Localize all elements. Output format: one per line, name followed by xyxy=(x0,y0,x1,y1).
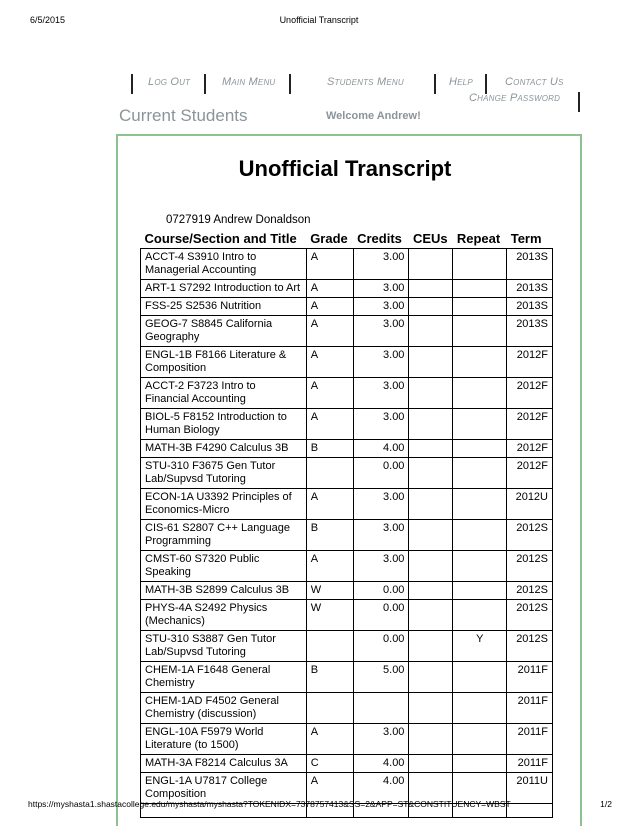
print-date: 6/5/2015 xyxy=(30,15,66,25)
grade-cell: W xyxy=(306,581,353,599)
credits-cell: 3.00 xyxy=(353,377,409,408)
credits-cell: 3.00 xyxy=(353,248,409,279)
course-cell: STU-310 S3887 Gen Tutor Lab/Supvsd Tutoring xyxy=(141,630,307,661)
credits-cell: 4.00 xyxy=(353,754,409,772)
term-cell: 2012U xyxy=(507,488,553,519)
transcript-title: Unofficial Transcript xyxy=(238,156,452,181)
table-row xyxy=(141,723,553,754)
credits-cell: 0.00 xyxy=(353,599,409,630)
credits-cell: 3.00 xyxy=(353,315,409,346)
course-cell: PHYS-4A S2492 Physics (Mechanics) xyxy=(141,599,307,630)
grade-cell: A xyxy=(306,248,353,279)
grade-cell: C xyxy=(306,754,353,772)
transcript-table xyxy=(140,231,553,818)
course-cell: MATH-3B F4290 Calculus 3B xyxy=(141,439,307,457)
welcome-message: Welcome Andrew! xyxy=(326,110,421,122)
credits-cell: 4.00 xyxy=(353,439,409,457)
ceus-cell xyxy=(409,519,453,550)
ceus-cell xyxy=(409,581,453,599)
ceus-cell xyxy=(409,692,453,723)
header-grade: Grade xyxy=(310,231,348,247)
print-header xyxy=(0,15,638,27)
term-cell: 2011F xyxy=(507,754,553,772)
course-cell: CHEM-1A F1648 General Chemistry xyxy=(141,661,307,692)
grade-cell: A xyxy=(306,346,353,377)
credits-cell: 0.00 xyxy=(353,630,409,661)
ceus-cell xyxy=(409,630,453,661)
table-row xyxy=(141,581,553,599)
table-row xyxy=(141,519,553,550)
course-cell: ACCT-2 F3723 Intro to Financial Accounting xyxy=(141,377,307,408)
course-cell: ECON-1A U3392 Principles of Economics-Micro xyxy=(141,488,307,519)
print-title: Unofficial Transcript xyxy=(279,15,359,25)
term-cell: 2012S xyxy=(507,550,553,581)
print-url: https://myshasta1.shastacollege.edu/myshasta/myshasta?TOKENIDX=7378757413&SS=2&APP=ST&CONSTITUENCY=WBST xyxy=(28,799,511,809)
nav-separator xyxy=(485,74,487,94)
grade-cell: A xyxy=(306,279,353,297)
credits-cell: 3.00 xyxy=(353,279,409,297)
course-cell: CMST-60 S7320 Public Speaking xyxy=(141,550,307,581)
nav-log-out-link[interactable]: Log Out xyxy=(148,76,191,88)
course-cell: STU-310 F3675 Gen Tutor Lab/Supvsd Tutoring xyxy=(141,457,307,488)
table-row xyxy=(141,599,553,630)
course-cell: FSS-25 S2536 Nutrition xyxy=(141,297,307,315)
credits-cell: 4.00 xyxy=(353,772,409,803)
credits-cell: 0.00 xyxy=(353,457,409,488)
table-row xyxy=(141,661,553,692)
credits-cell: 3.00 xyxy=(353,346,409,377)
grade-cell: A xyxy=(306,488,353,519)
repeat-cell xyxy=(453,377,507,408)
repeat-cell xyxy=(453,315,507,346)
course-cell: ENGL-1B F8166 Literature & Composition xyxy=(141,346,307,377)
grade-cell: A xyxy=(306,723,353,754)
course-cell: ENGL-10A F5979 World Literature (to 1500) xyxy=(141,723,307,754)
header-term: Term xyxy=(510,231,542,247)
grade-cell xyxy=(306,630,353,661)
term-cell: 2012F xyxy=(507,457,553,488)
ceus-cell xyxy=(409,346,453,377)
nav-students-menu-link[interactable]: Students Menu xyxy=(327,76,404,88)
credits-cell: 3.00 xyxy=(353,723,409,754)
table-row xyxy=(141,315,553,346)
nav-separator xyxy=(434,74,436,94)
table-row xyxy=(141,550,553,581)
table-row xyxy=(141,346,553,377)
course-cell: ACCT-4 S3910 Intro to Managerial Accounting xyxy=(141,248,307,279)
repeat-cell xyxy=(453,488,507,519)
repeat-cell xyxy=(453,346,507,377)
course-cell: ART-1 S7292 Introduction to Art xyxy=(141,279,307,297)
repeat-cell xyxy=(453,408,507,439)
credits-cell: 3.00 xyxy=(353,408,409,439)
credits-cell: 3.00 xyxy=(353,488,409,519)
credits-cell: 0.00 xyxy=(353,581,409,599)
repeat-cell xyxy=(453,519,507,550)
ceus-cell xyxy=(409,723,453,754)
nav-separator xyxy=(131,74,133,94)
repeat-cell xyxy=(453,248,507,279)
term-cell: 2013S xyxy=(507,297,553,315)
credits-cell: 5.00 xyxy=(353,661,409,692)
ceus-cell xyxy=(409,297,453,315)
repeat-cell xyxy=(453,723,507,754)
table-row xyxy=(141,297,553,315)
grade-cell: A xyxy=(306,315,353,346)
course-cell: GEOG-7 S8845 California Geography xyxy=(141,315,307,346)
ceus-cell xyxy=(409,315,453,346)
term-cell: 2011F xyxy=(507,723,553,754)
grade-cell: A xyxy=(306,377,353,408)
grade-cell: A xyxy=(306,772,353,803)
header-repeat: Repeat xyxy=(456,231,501,247)
ceus-cell xyxy=(409,248,453,279)
ceus-cell xyxy=(409,550,453,581)
credits-cell: 3.00 xyxy=(353,519,409,550)
grade-cell: A xyxy=(306,408,353,439)
credits-cell: 3.00 xyxy=(353,550,409,581)
nav-help-link[interactable]: Help xyxy=(449,76,473,88)
nav-separator xyxy=(578,92,580,112)
table-row xyxy=(141,488,553,519)
credits-cell xyxy=(353,692,409,723)
top-navigation xyxy=(0,70,638,110)
term-cell: 2012F xyxy=(507,346,553,377)
term-cell: 2012F xyxy=(507,408,553,439)
table-row xyxy=(141,457,553,488)
grade-cell xyxy=(306,457,353,488)
course-cell: MATH-3A F8214 Calculus 3A xyxy=(141,754,307,772)
term-cell: 2012F xyxy=(507,439,553,457)
nav-separator xyxy=(289,74,291,94)
grade-cell: B xyxy=(306,519,353,550)
grade-cell: A xyxy=(306,297,353,315)
ceus-cell xyxy=(409,599,453,630)
repeat-cell xyxy=(453,297,507,315)
term-cell: 2013S xyxy=(507,248,553,279)
table-row xyxy=(141,439,553,457)
nav-contact-us-link[interactable]: Contact Us xyxy=(505,76,564,88)
table-row xyxy=(141,754,553,772)
term-cell: 2012S xyxy=(507,599,553,630)
term-cell: 2011F xyxy=(507,661,553,692)
repeat-cell: Y xyxy=(453,630,507,661)
ceus-cell xyxy=(409,377,453,408)
header-credits: Credits xyxy=(357,231,402,247)
print-page-number: 1/2 xyxy=(600,799,612,809)
ceus-cell xyxy=(409,754,453,772)
repeat-cell xyxy=(453,439,507,457)
header-ceus: CEUs xyxy=(412,231,448,247)
ceus-cell xyxy=(409,279,453,297)
grade-cell: A xyxy=(306,550,353,581)
print-footer xyxy=(0,799,638,813)
repeat-cell xyxy=(453,279,507,297)
repeat-cell xyxy=(453,457,507,488)
grade-cell: B xyxy=(306,439,353,457)
term-cell: 2011U xyxy=(507,772,553,803)
grade-cell xyxy=(306,692,353,723)
nav-separator xyxy=(204,74,206,94)
course-cell: ENGL-1A U7817 College Composition xyxy=(141,772,307,803)
grade-cell: W xyxy=(306,599,353,630)
table-row xyxy=(141,408,553,439)
table-row xyxy=(141,630,553,661)
term-cell: 2013S xyxy=(507,315,553,346)
course-cell: CHEM-1AD F4502 General Chemistry (discussion) xyxy=(141,692,307,723)
term-cell: 2011F xyxy=(507,692,553,723)
nav-change-password-link[interactable]: Change Password xyxy=(469,92,561,104)
section-title: Current Students xyxy=(119,106,248,125)
grade-cell: B xyxy=(306,661,353,692)
ceus-cell xyxy=(409,661,453,692)
repeat-cell xyxy=(453,692,507,723)
course-cell: BIOL-5 F8152 Introduction to Human Biology xyxy=(141,408,307,439)
course-cell: CIS-61 S2807 C++ Language Programming xyxy=(141,519,307,550)
course-cell: MATH-3B S2899 Calculus 3B xyxy=(141,581,307,599)
repeat-cell xyxy=(453,599,507,630)
ceus-cell xyxy=(409,488,453,519)
term-cell: 2012F xyxy=(507,377,553,408)
repeat-cell xyxy=(453,550,507,581)
ceus-cell xyxy=(409,457,453,488)
nav-main-menu-link[interactable]: Main Menu xyxy=(222,76,276,88)
transcript-header-row xyxy=(141,231,553,248)
table-row xyxy=(141,377,553,408)
table-row xyxy=(141,279,553,297)
credits-cell: 3.00 xyxy=(353,297,409,315)
term-cell: 2012S xyxy=(507,519,553,550)
header-course: Course/Section and Title xyxy=(144,231,297,247)
table-row xyxy=(141,692,553,723)
ceus-cell xyxy=(409,439,453,457)
student-id-name: 0727919 Andrew Donaldson xyxy=(166,214,311,226)
term-cell: 2012S xyxy=(507,581,553,599)
repeat-cell xyxy=(453,661,507,692)
term-cell: 2012S xyxy=(507,630,553,661)
term-cell: 2013S xyxy=(507,279,553,297)
repeat-cell xyxy=(453,581,507,599)
ceus-cell xyxy=(409,408,453,439)
table-row xyxy=(141,248,553,279)
repeat-cell xyxy=(453,754,507,772)
